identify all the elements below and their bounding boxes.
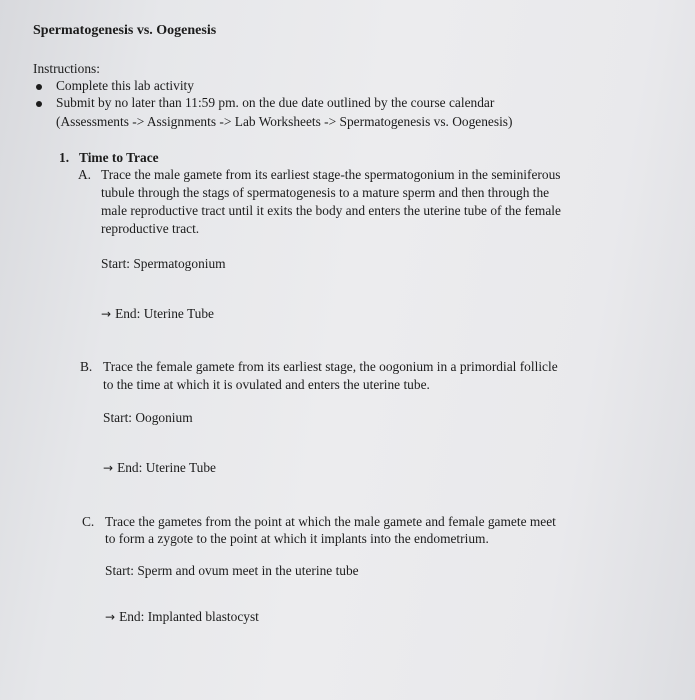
instructions-heading: Instructions: bbox=[33, 61, 100, 76]
part-a-line-4: reproductive tract. bbox=[101, 221, 200, 236]
part-a-letter: A. bbox=[78, 167, 92, 182]
part-c-end-label: End: Implanted blastocyst bbox=[119, 609, 259, 624]
part-a-line-3: male reproductive tract until it exits the body and enters the uterine tube of the female bbox=[101, 203, 561, 218]
instruction-bullet-2: Submit by no later than 11:59 pm. on the due date outlined by the course calendar bbox=[56, 95, 495, 110]
bullet-dot-icon bbox=[36, 84, 42, 90]
part-b-line-1: Trace the female gamete from its earliest stage, the oogonium in a primordial follicle bbox=[103, 359, 558, 374]
instruction-bullet-2-path: (Assessments -> Assignments -> Lab Worksheets -> Spermatogenesis vs. Oogenesis) bbox=[56, 114, 513, 129]
section-title: Time to Trace bbox=[79, 150, 159, 165]
right-arrow-icon: → bbox=[103, 461, 114, 475]
part-b-start: Start: Oogonium bbox=[103, 410, 193, 425]
part-c-start: Start: Sperm and ovum meet in the uterine tube bbox=[105, 563, 359, 578]
part-b-letter: B. bbox=[80, 359, 93, 374]
instruction-bullet-1: Complete this lab activity bbox=[56, 78, 194, 93]
part-a-end-label: End: Uterine Tube bbox=[115, 306, 215, 321]
part-c-line-1: Trace the gametes from the point at which the male gamete and female gamete meet bbox=[105, 514, 556, 529]
part-a-end bbox=[101, 305, 214, 323]
part-c-line-2: to form a zygote to the point at which it implants into the endometrium. bbox=[105, 531, 489, 546]
right-arrow-icon: → bbox=[105, 610, 116, 624]
part-a-line-2: tubule through the stags of spermatogenesis to a mature sperm and then through the bbox=[101, 185, 550, 200]
part-a-start: Start: Spermatogonium bbox=[101, 256, 226, 271]
bullet-dot-icon bbox=[36, 101, 42, 107]
part-b-line-2: to the time at which it is ovulated and enters the uterine tube. bbox=[103, 377, 430, 392]
part-b-end-label: End: Uterine Tube bbox=[117, 460, 217, 475]
part-c-end bbox=[105, 608, 259, 626]
document-title: Spermatogenesis vs. Oogenesis bbox=[33, 23, 217, 38]
right-arrow-icon: → bbox=[101, 307, 112, 321]
part-a-line-1: Trace the male gamete from its earliest stage-the spermatogonium in the seminiferous bbox=[101, 167, 561, 182]
part-c-letter: C. bbox=[82, 514, 95, 529]
part-b-end bbox=[103, 459, 216, 477]
section-number: 1. bbox=[59, 150, 70, 165]
